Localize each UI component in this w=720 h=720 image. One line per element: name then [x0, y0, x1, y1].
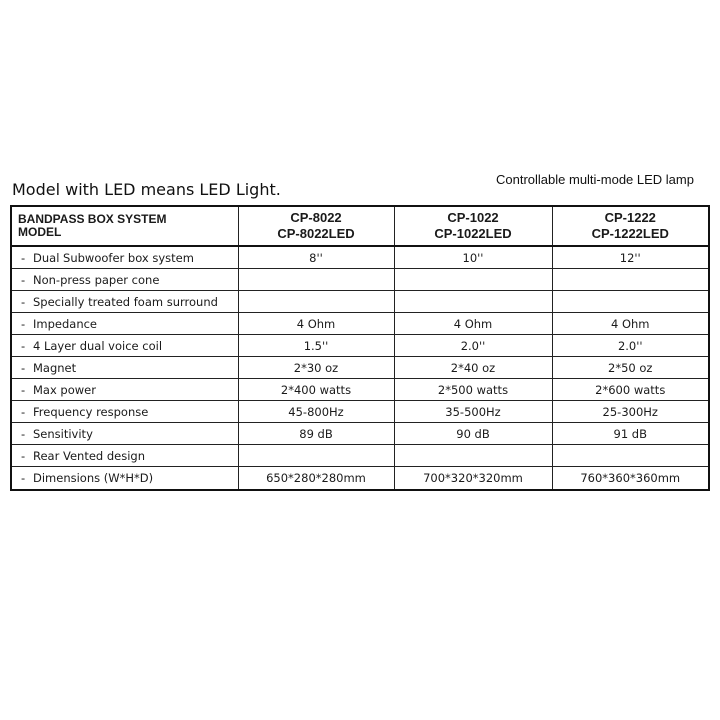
feature-label: Rear Vented design [33, 448, 146, 463]
value-cell: 2*50 oz [552, 357, 709, 379]
value-cell: 89 dB [238, 423, 394, 445]
table-row [11, 445, 709, 467]
table-row [11, 269, 709, 291]
feature-label: Impedance [33, 316, 98, 331]
value-cell: 91 dB [552, 423, 709, 445]
value-cell: 12'' [552, 246, 709, 269]
value-cell [552, 269, 709, 291]
table-header-row [11, 206, 709, 246]
table-row [11, 379, 709, 401]
value-cell: 4 Ohm [238, 313, 394, 335]
table-row [11, 467, 709, 491]
model-name: CP-8022 [290, 210, 342, 225]
bullet-dash: - [21, 382, 26, 397]
value-cell: 2*400 watts [238, 379, 394, 401]
value-cell: 8'' [238, 246, 394, 269]
model-name: CP-1222 [604, 210, 656, 225]
feature-cell [11, 379, 238, 401]
table-row [11, 313, 709, 335]
value-cell: 4 Ohm [394, 313, 552, 335]
feature-cell [11, 335, 238, 357]
value-cell: 4 Ohm [552, 313, 709, 335]
feature-label: Frequency response [33, 404, 149, 419]
value-cell: 760*360*360mm [552, 467, 709, 491]
system-header [11, 206, 238, 246]
value-cell: 2.0'' [552, 335, 709, 357]
feature-label: Sensitivity [33, 426, 93, 441]
bullet-dash: - [21, 338, 26, 353]
bullet-dash: - [21, 404, 26, 419]
value-cell: 45-800Hz [238, 401, 394, 423]
model-header-cp1222 [552, 206, 709, 246]
feature-cell [11, 445, 238, 467]
bullet-dash: - [21, 272, 26, 287]
feature-label: Magnet [33, 360, 77, 375]
value-cell [394, 269, 552, 291]
feature-label: 4 Layer dual voice coil [33, 338, 163, 353]
feature-cell [11, 246, 238, 269]
led-model-note: Model with LED means LED Light. [12, 180, 281, 199]
model-led-name: CP-1022LED [434, 226, 512, 241]
feature-cell [11, 291, 238, 313]
spec-table [10, 205, 710, 491]
system-header-model: MODEL [18, 225, 62, 239]
value-cell: 25-300Hz [552, 401, 709, 423]
value-cell [238, 445, 394, 467]
value-cell: 2*500 watts [394, 379, 552, 401]
table-row [11, 246, 709, 269]
feature-cell [11, 423, 238, 445]
table-row [11, 291, 709, 313]
system-header-title: BANDPASS BOX SYSTEM [18, 212, 167, 226]
bullet-dash: - [21, 448, 26, 463]
value-cell [238, 269, 394, 291]
table-row [11, 423, 709, 445]
value-cell [394, 445, 552, 467]
value-cell: 650*280*280mm [238, 467, 394, 491]
feature-label: Dual Subwoofer box system [33, 250, 194, 265]
table-row [11, 357, 709, 379]
model-led-name: CP-1222LED [591, 226, 669, 241]
value-cell [394, 291, 552, 313]
feature-label: Max power [33, 382, 96, 397]
feature-cell [11, 269, 238, 291]
value-cell [552, 291, 709, 313]
value-cell [238, 291, 394, 313]
value-cell: 90 dB [394, 423, 552, 445]
value-cell: 2*30 oz [238, 357, 394, 379]
feature-cell [11, 357, 238, 379]
table-row [11, 335, 709, 357]
bullet-dash: - [21, 360, 26, 375]
value-cell: 1.5'' [238, 335, 394, 357]
bullet-dash: - [21, 426, 26, 441]
model-name: CP-1022 [447, 210, 499, 225]
value-cell: 10'' [394, 246, 552, 269]
value-cell: 35-500Hz [394, 401, 552, 423]
table-row [11, 401, 709, 423]
feature-label: Non-press paper cone [33, 272, 160, 287]
value-cell: 2.0'' [394, 335, 552, 357]
feature-cell [11, 467, 238, 491]
bullet-dash: - [21, 316, 26, 331]
feature-label: Specially treated foam surround [33, 294, 218, 309]
feature-label: Dimensions (W*H*D) [33, 471, 154, 485]
value-cell [552, 445, 709, 467]
bullet-dash: - [21, 294, 26, 309]
bullet-dash: - [21, 471, 26, 485]
value-cell: 2*40 oz [394, 357, 552, 379]
model-led-name: CP-8022LED [277, 226, 355, 241]
feature-cell [11, 401, 238, 423]
value-cell: 2*600 watts [552, 379, 709, 401]
model-header-cp8022 [238, 206, 394, 246]
bullet-dash: - [21, 250, 26, 265]
led-lamp-note: Controllable multi-mode LED lamp [496, 172, 694, 187]
value-cell: 700*320*320mm [394, 467, 552, 491]
feature-cell [11, 313, 238, 335]
model-header-cp1022 [394, 206, 552, 246]
